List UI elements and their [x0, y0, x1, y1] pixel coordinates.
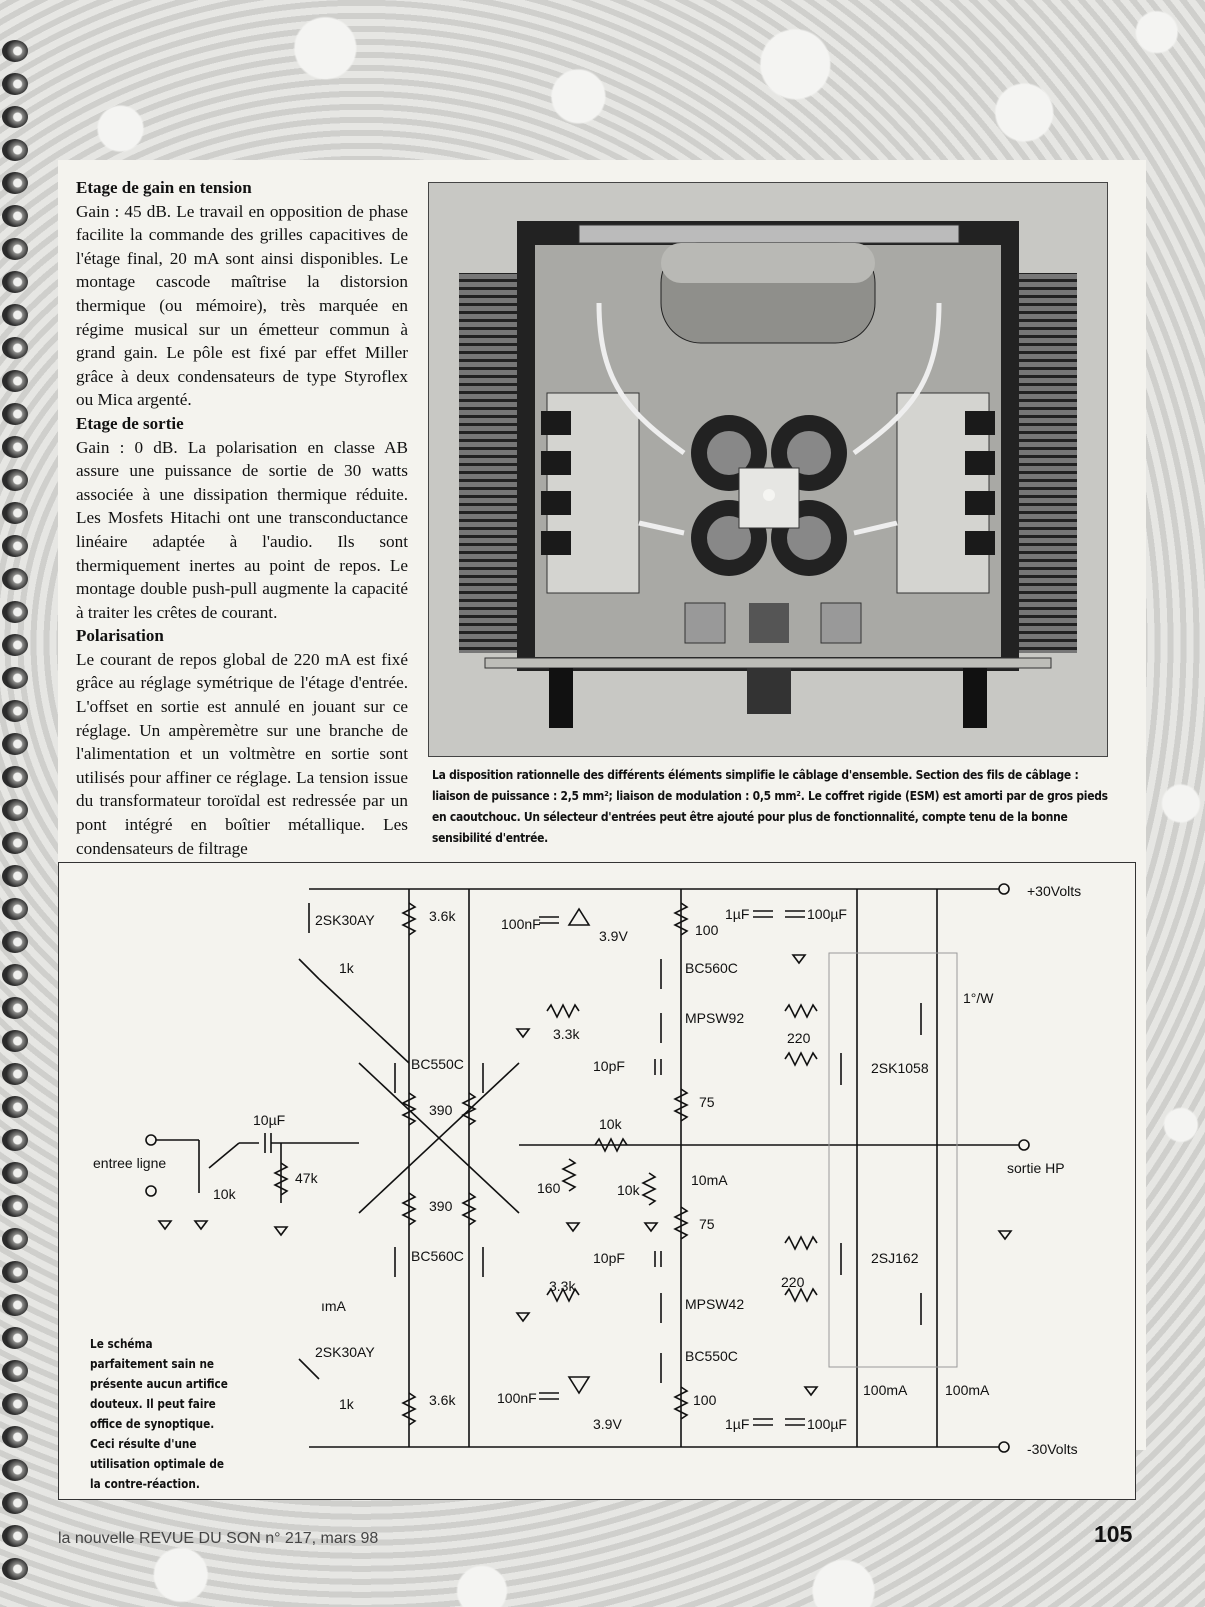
binding-ring [2, 964, 28, 986]
binding-ring [2, 1558, 28, 1580]
output-label: sortie HP [1007, 1160, 1065, 1176]
binding-ring [2, 370, 28, 392]
binding-ring [2, 931, 28, 953]
c100u-top-label: 100µF [807, 906, 847, 922]
c100u-bottom-label: 100µF [807, 1416, 847, 1432]
r390-bottom-label: 390 [429, 1198, 453, 1214]
photo-caption: La disposition rationnelle des différents éléments simplifie le câblage d'ensemble. Section des fils de câblage : liaison de puissance : 2,5 mm²; liaison de modulation : 0,5 mm². Le coffret rigide (ESM) est amorti par de gros pieds en caoutchouc. Un sélecteur d'entrées peut être ajouté pour plus de fonctionnalité, compte tenu de la bonne sensibilité d'entrée. [432, 767, 1108, 845]
r100-top-label: 100 [695, 922, 719, 938]
paragraph-output-stage: Gain : 0 dB. La polarisation en classe AB assure une puissance de sortie de 30 watts associée à une dissipation thermique réduite. Les Mosfets Hitachi ont une transconductance linéaire adaptée à l'audio. Ils sont thermiquement inertes au point de repos. Le montage double push-pull augmente la capacité à traiter les crêtes de courant. [76, 437, 408, 622]
binding-ring [2, 1426, 28, 1448]
binding-ring [2, 1294, 28, 1316]
binding-ring [2, 1228, 28, 1250]
r75-bottom-label: 75 [699, 1216, 715, 1232]
binding-ring [2, 832, 28, 854]
r220-top-label: 220 [787, 1030, 811, 1046]
article-text-column [76, 176, 408, 860]
binding-ring [2, 337, 28, 359]
binding-ring [2, 1393, 28, 1415]
mosfet-top-label: 2SK1058 [871, 1060, 929, 1076]
c1u-top-label: 1µF [725, 906, 750, 922]
heading-gain-stage: Etage de gain en tension [76, 178, 252, 197]
jfet-top-label: 2SK30AY [315, 912, 375, 928]
zener-top-label: 3.9V [599, 928, 628, 944]
binding-ring [2, 436, 28, 458]
binding-ring [2, 502, 28, 524]
bc550-top-label: BC550C [411, 1056, 464, 1072]
r160-label: 160 [537, 1180, 561, 1196]
r390-top-label: 390 [429, 1102, 453, 1118]
binding-ring [2, 106, 28, 128]
binding-ring [2, 1063, 28, 1085]
binding-ring [2, 766, 28, 788]
binding-ring [2, 1096, 28, 1118]
binding-ring [2, 205, 28, 227]
heading-output-stage: Etage de sortie [76, 413, 184, 433]
binding-ring [2, 139, 28, 161]
c100n-top-label: 100nF [501, 916, 541, 932]
c10p-top-label: 10pF [593, 1058, 625, 1074]
bc550-q-label: BC550C [685, 1348, 738, 1364]
binding-ring [2, 1162, 28, 1184]
binding-ring [2, 1195, 28, 1217]
bc560-q-label: BC560C [685, 960, 738, 976]
amplifier-chassis-illustration [429, 183, 1107, 756]
bias-current-label: 10mA [691, 1172, 728, 1188]
pot-in-label: 10k [213, 1186, 236, 1202]
binding-ring [2, 304, 28, 326]
c1u-bottom-label: 1µF [725, 1416, 750, 1432]
binding-ring [2, 700, 28, 722]
mpsw42-label: MPSW42 [685, 1296, 745, 1312]
r10k-bias-label: 10k [617, 1182, 640, 1198]
binding-ring [2, 1492, 28, 1514]
binding-ring [2, 1525, 28, 1547]
r220-bottom-label: 220 [781, 1274, 805, 1290]
binding-ring [2, 997, 28, 1019]
binding-ring [2, 1030, 28, 1052]
binding-ring [2, 634, 28, 656]
paragraph-gain-stage: Gain : 45 dB. Le travail en opposition de phase facilite la commande des grilles capacitives de l'étage final, 20 mA sont ainsi disponibles. Le montage cascode maîtrise la distorsion thermique (ou mémoire), très marquée en régime musical sur un émetteur commun à grand gain. Le pôle est fixé par effet Miller grâce à deux condensateurs de type Styroflex ou Mica argenté. [76, 201, 408, 410]
binding-ring [2, 73, 28, 95]
binding-ring [2, 172, 28, 194]
amplifier-photo [428, 182, 1108, 757]
binding-ring [2, 238, 28, 260]
footer: la nouvelle REVUE DU SON n° 217, mars 98 [58, 1530, 379, 1547]
binding-ring [2, 865, 28, 887]
binding-ring [2, 271, 28, 293]
binding-ring [2, 1129, 28, 1151]
rin-label: 47k [295, 1170, 318, 1186]
page-number: 105 [1094, 1521, 1133, 1547]
pot-top-label: 1k [339, 960, 354, 976]
r3k3-bottom-label: 3.3k [549, 1278, 576, 1294]
heatsink-label: 1°/W [963, 990, 994, 1006]
c100n-bottom-label: 100nF [497, 1390, 537, 1406]
binding-ring [2, 1360, 28, 1382]
ima-label: ımA [321, 1298, 346, 1314]
minus-rail-label: -30Volts [1027, 1441, 1078, 1457]
input-label: entree ligne [93, 1155, 167, 1171]
r10k-feedback-label: 10k [599, 1116, 622, 1132]
spiral-binding [0, 0, 40, 1607]
binding-ring [2, 898, 28, 920]
paragraph-bias: Le courant de repos global de 220 mA est fixé grâce au réglage symétrique de l'étage d'entrée. L'offset en sortie est annulé en jouant sur ce réglage. Un ampèremètre sur une branche de l'alimentation et un voltmètre en sortie sont utilisés pour affiner ce réglage. La tension issue du transformateur toroïdal est redressée par un pont intégré en boîtier métallique. Les condensateurs de filtrage [76, 649, 408, 858]
schematic-note: Le schéma parfaitement sain ne présente aucun artifice douteux. Il peut faire office de synoptique. Ceci résulte d'une utilisation optimale de la contre-réaction. [90, 1336, 228, 1491]
r100-bottom-label: 100 [693, 1392, 717, 1408]
binding-ring [2, 667, 28, 689]
mpsw92-label: MPSW92 [685, 1010, 745, 1026]
current-label-2: 100mA [945, 1382, 990, 1398]
c10p-bottom-label: 10pF [593, 1250, 625, 1266]
heading-bias: Polarisation [76, 626, 164, 646]
r-top-label: 3.6k [429, 908, 456, 924]
pot-bottom-label: 1k [339, 1396, 354, 1412]
mosfet-bottom-label: 2SJ162 [871, 1250, 919, 1266]
plus-rail-label: +30Volts [1027, 883, 1082, 899]
bc560-bottom-label: BC560C [411, 1248, 464, 1264]
r-bottom-label: 3.6k [429, 1392, 456, 1408]
binding-ring [2, 535, 28, 557]
binding-ring [2, 568, 28, 590]
cin-label: 10µF [253, 1112, 286, 1128]
binding-ring [2, 469, 28, 491]
binding-ring [2, 799, 28, 821]
binding-ring [2, 601, 28, 623]
jfet-bottom-label: 2SK30AY [315, 1344, 375, 1360]
zener-bottom-label: 3.9V [593, 1416, 622, 1432]
current-label-1: 100mA [863, 1382, 908, 1398]
r3k3-top-label: 3.3k [553, 1026, 580, 1042]
binding-ring [2, 40, 28, 62]
binding-ring [2, 403, 28, 425]
binding-ring [2, 1459, 28, 1481]
binding-ring [2, 733, 28, 755]
binding-ring [2, 1327, 28, 1349]
r75-top-label: 75 [699, 1094, 715, 1110]
binding-ring [2, 1261, 28, 1283]
